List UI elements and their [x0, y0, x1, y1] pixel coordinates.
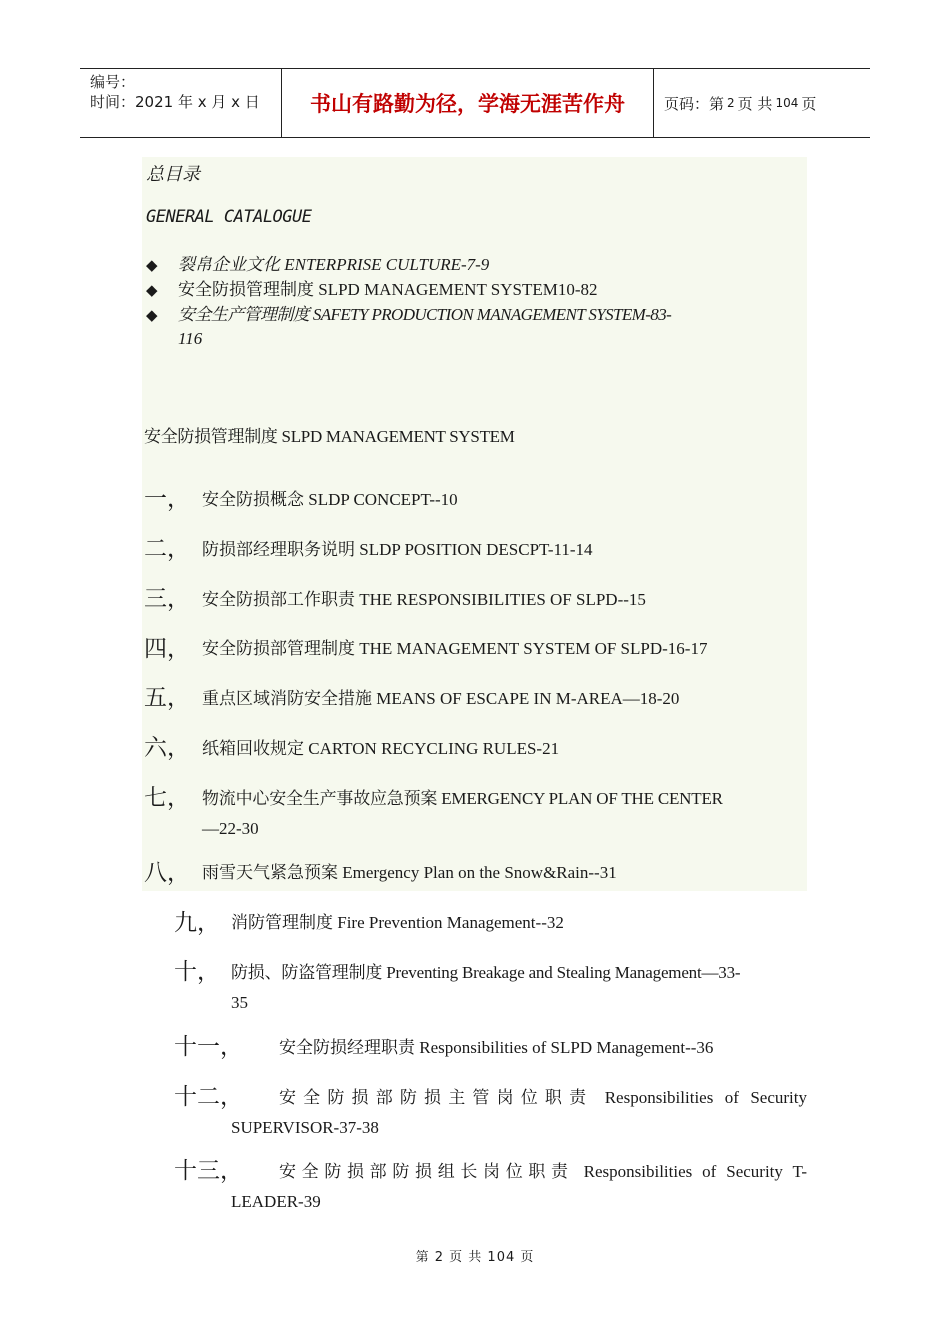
catalogue-item-continuation: 116: [178, 329, 203, 348]
entry-number: 十三，: [174, 1158, 243, 1184]
entry-continuation: LEADER-39: [231, 1192, 321, 1211]
catalogue-item: [146, 277, 598, 304]
header-motto: 书山有路勤为径，学海无涯苦作舟: [282, 69, 654, 137]
header-meta: [80, 69, 282, 137]
page-label-pre: 页码：第: [664, 94, 725, 113]
page-total: 104: [775, 96, 799, 110]
catalogue-item-text: 裂帛企业文化 ENTERPRISE CULTURE-7-9: [178, 255, 490, 274]
entry-number: 一，: [144, 486, 190, 512]
entry-number: 二，: [144, 536, 190, 562]
page-label-post: 页: [801, 94, 817, 113]
entry-text: 安全防损部防损主管岗位职责 Responsibilities of Security: [279, 1088, 807, 1107]
doc-date: 时间：2021 年 x 月 x 日: [90, 93, 260, 111]
diamond-bullet-icon: ◆: [146, 258, 158, 274]
entry-number: 十二，: [174, 1084, 243, 1110]
entry-number: 七，: [144, 785, 190, 811]
entry-number: 四，: [144, 636, 190, 662]
entry-number: 八，: [144, 860, 190, 886]
catalogue-title: 总目录: [146, 164, 200, 185]
entry-text: 雨雪天气紧急预案 Emergency Plan on the Snow&Rain--31: [202, 863, 617, 882]
entry-text: 消防管理制度 Fire Prevention Management--32: [231, 913, 564, 932]
entry-text: 安全防损部管理制度 THE MANAGEMENT SYSTEM OF SLPD-16-17: [202, 639, 708, 658]
entry-text: 防损部经理职务说明 SLDP POSITION DESCPT-11-14: [202, 540, 593, 559]
entry-continuation: 35: [231, 993, 248, 1012]
entry-text: 安全防损部防损组长岗位职责 Responsibilities of Security T-: [279, 1162, 807, 1181]
catalogue-item-text: 安全防损管理制度 SLPD MANAGEMENT SYSTEM10-82: [178, 280, 598, 299]
page-footer: 第 2 页 共 104 页: [415, 1250, 535, 1265]
entry-number: 三，: [144, 586, 190, 612]
entry-number: 九，: [174, 910, 220, 936]
entry-text: 物流中心安全生产事故应急预案 EMERGENCY PLAN OF THE CENTER: [202, 789, 723, 808]
entry-text: 安全防损部工作职责 THE RESPONSIBILITIES OF SLPD--15: [202, 590, 646, 609]
catalogue-title-en: GENERAL CATALOGUE: [146, 207, 312, 227]
entry-text: 安全防损经理职责 Responsibilities of SLPD Management--36: [279, 1038, 714, 1057]
diamond-bullet-icon: ◆: [146, 308, 158, 324]
entry-continuation: —22-30: [202, 819, 259, 838]
header-page-info: [654, 69, 870, 137]
entry-number: 五，: [144, 685, 190, 711]
entry-text: 防损、防盗管理制度 Preventing Breakage and Stealing Management—33-: [231, 963, 741, 982]
catalogue-item: [146, 252, 489, 279]
entry-text: 纸箱回收规定 CARTON RECYCLING RULES-21: [202, 739, 560, 758]
section-title: 安全防损管理制度 SLPD MANAGEMENT SYSTEM: [144, 427, 515, 446]
entry-text: 重点区域消防安全措施 MEANS OF ESCAPE IN M-AREA—18-20: [202, 689, 680, 708]
entry-number: 六，: [144, 735, 190, 761]
diamond-bullet-icon: ◆: [146, 283, 158, 299]
catalogue-item-text: 安全生产管理制度 SAFETY PRODUCTION MANAGEMENT SYSTEM-83-: [178, 305, 672, 324]
doc-number-label: 编号：: [90, 73, 136, 91]
catalogue-item: [146, 302, 671, 329]
entry-number: 十一，: [174, 1034, 243, 1060]
entry-text: 安全防损概念 SLDP CONCEPT--10: [202, 490, 458, 509]
entry-number: 十，: [174, 959, 220, 985]
page-number: 2: [727, 96, 735, 110]
page-label-mid: 页 共: [737, 94, 773, 113]
page-header: [80, 68, 870, 138]
entry-continuation: SUPERVISOR-37-38: [231, 1118, 379, 1137]
